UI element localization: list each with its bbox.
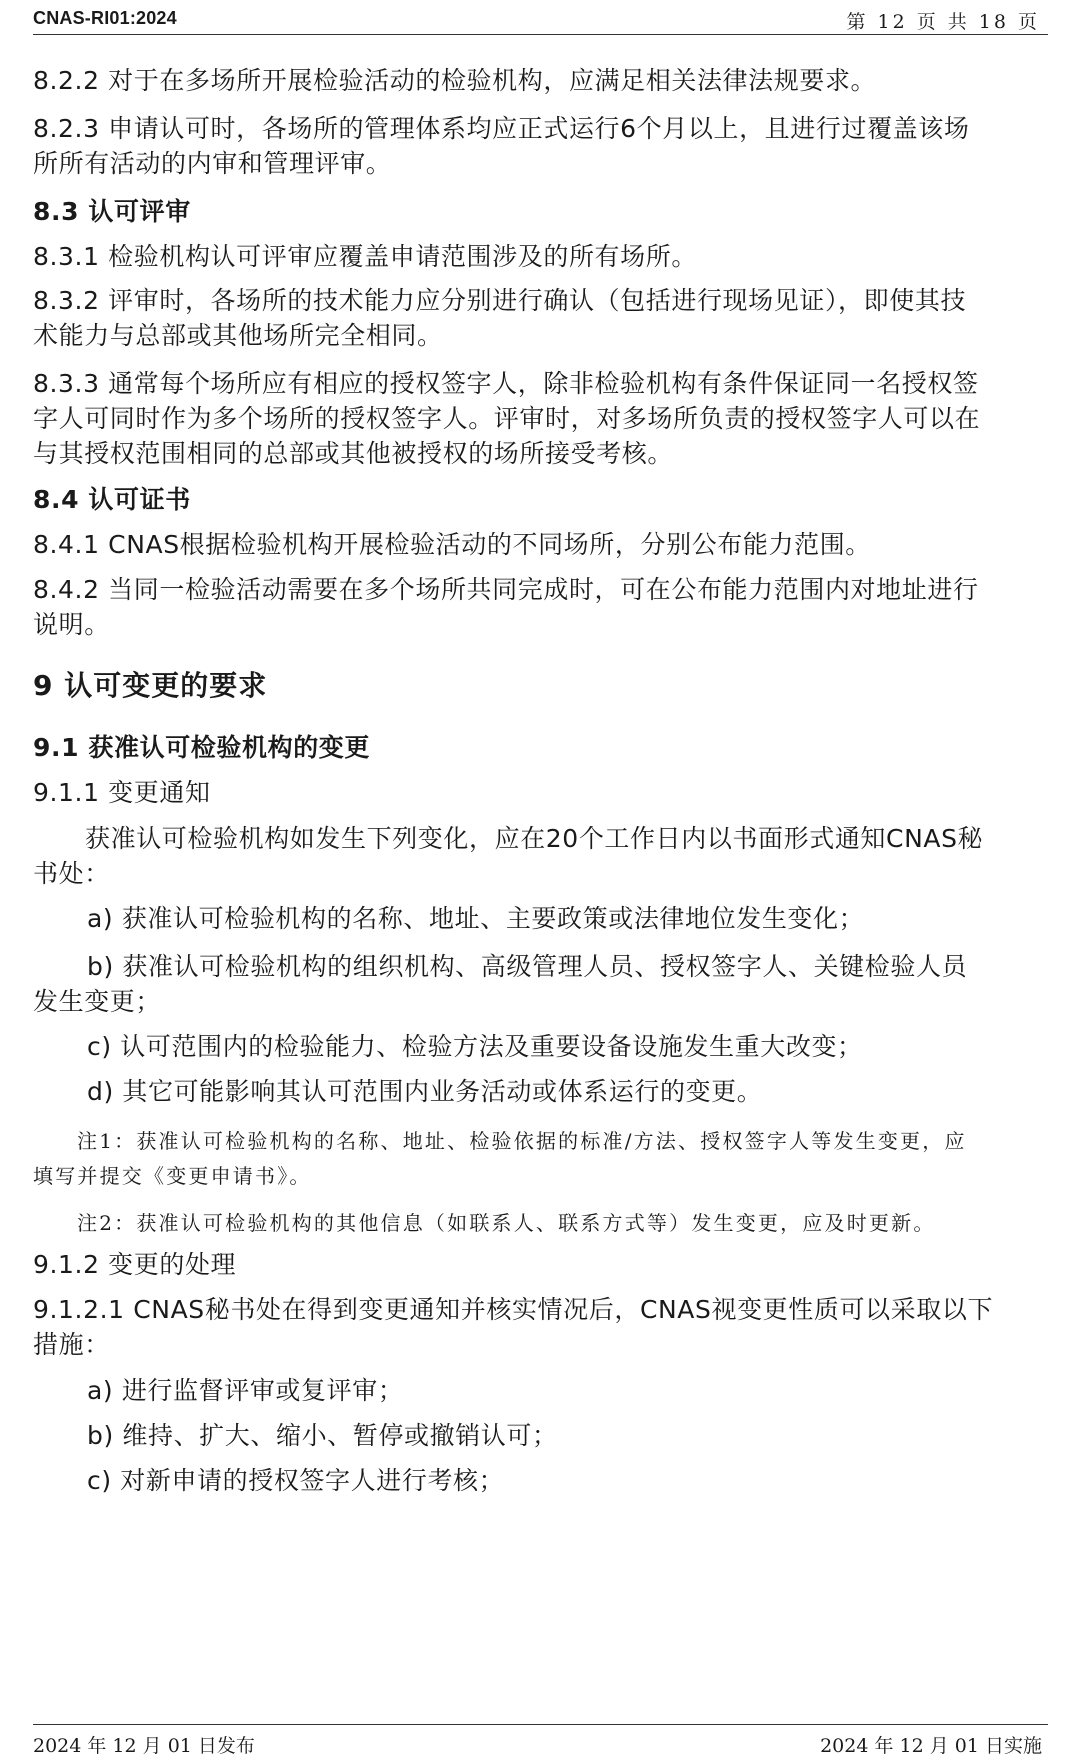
measure-item-b: b) 维持、扩大、缩小、暂停或撤销认可； (87, 1421, 558, 1450)
list-item-d: d) 其它可能影响其认可范围内业务活动或体系运行的变更。 (87, 1077, 763, 1106)
clause-8-3-1: 8.3.1 检验机构认可评审应覆盖申请范围涉及的所有场所。 (33, 242, 697, 271)
clause-9-1-1: 9.1.1 变更通知 (33, 778, 211, 807)
clause-9-1-2-1-line-2: 措施： (33, 1330, 110, 1359)
note-1-line-1: 注1：获准认可检验机构的名称、地址、检验依据的标准/方法、授权签字人等发生变更，应 (77, 1129, 967, 1153)
list-item-c: c) 认可范围内的检验能力、检验方法及重要设备设施发生重大改变； (87, 1032, 863, 1061)
list-item-b-line-1: b) 获准认可检验机构的组织机构、高级管理人员、授权签字人、关键检验人员 (87, 952, 968, 981)
effective-date: 2024 年 12 月 01 日实施 (820, 1735, 1042, 1757)
chapter-9-heading: 9 认可变更的要求 (33, 669, 268, 702)
list-item-a: a) 获准认可检验机构的名称、地址、主要政策或法律地位发生变化； (87, 904, 865, 933)
list-item-b-line-2: 发生变更； (33, 987, 162, 1016)
clause-8-3-2-line-1: 8.3.2 评审时，各场所的技术能力应分别进行确认（包括进行现场见证），即使其技 (33, 286, 967, 315)
page-header (33, 4, 1048, 35)
clause-8-3-3-line-3: 与其授权范围相同的总部或其他被授权的场所接受考核。 (33, 439, 674, 468)
clause-8-2-3-line-1: 8.2.3 申请认可时，各场所的管理体系均应正式运行6个月以上，且进行过覆盖该场 (33, 114, 970, 143)
clause-8-4-2-line-1: 8.4.2 当同一检验活动需要在多个场所共同完成时，可在公布能力范围内对地址进行 (33, 575, 979, 604)
issue-date: 2024 年 12 月 01 日发布 (33, 1735, 255, 1757)
clause-8-2-2: 8.2.2 对于在多场所开展检验活动的检验机构，应满足相关法律法规要求。 (33, 66, 877, 95)
clause-9-1-2-1-line-1: 9.1.2.1 CNAS秘书处在得到变更通知并核实情况后，CNAS视变更性质可以采取以下 (33, 1295, 994, 1324)
note-2: 注2：获准认可检验机构的其他信息（如联系人、联系方式等）发生变更，应及时更新。 (77, 1211, 936, 1235)
clause-8-3-3-line-1: 8.3.3 通常每个场所应有相应的授权签字人，除非检验机构有条件保证同一名授权签 (33, 369, 979, 398)
page-number: 第 12 页 共 18 页 (846, 11, 1040, 33)
clause-8-4-1: 8.4.1 CNAS根据检验机构开展检验活动的不同场所，分别公布能力范围。 (33, 530, 871, 559)
measure-item-c: c) 对新申请的授权签字人进行考核； (87, 1466, 505, 1495)
section-8-3-heading: 8.3 认可评审 (33, 197, 191, 226)
clause-8-4-2-line-2: 说明。 (33, 610, 110, 639)
clause-8-3-2-line-2: 术能力与总部或其他场所完全相同。 (33, 321, 443, 350)
note-1-line-2: 填写并提交《变更申请书》。 (33, 1164, 312, 1188)
page-footer (33, 1724, 1048, 1761)
clause-8-2-3-line-2: 所所有活动的内审和管理评审。 (33, 149, 392, 178)
clause-8-3-3-line-2: 字人可同时作为多个场所的授权签字人。评审时，对多场所负责的授权签字人可以在 (33, 404, 981, 433)
measure-item-a: a) 进行监督评审或复评审； (87, 1376, 404, 1405)
section-9-1-heading: 9.1 获准认可检验机构的变更 (33, 733, 370, 762)
document-id: CNAS-RI01:2024 (33, 8, 177, 28)
section-8-4-heading: 8.4 认可证书 (33, 485, 191, 514)
clause-9-1-2: 9.1.2 变更的处理 (33, 1250, 237, 1279)
clause-9-1-1-intro-line-2: 书处： (33, 859, 110, 888)
clause-9-1-1-intro-line-1: 获准认可检验机构如发生下列变化，应在20个工作日内以书面形式通知CNAS秘 (85, 824, 984, 853)
